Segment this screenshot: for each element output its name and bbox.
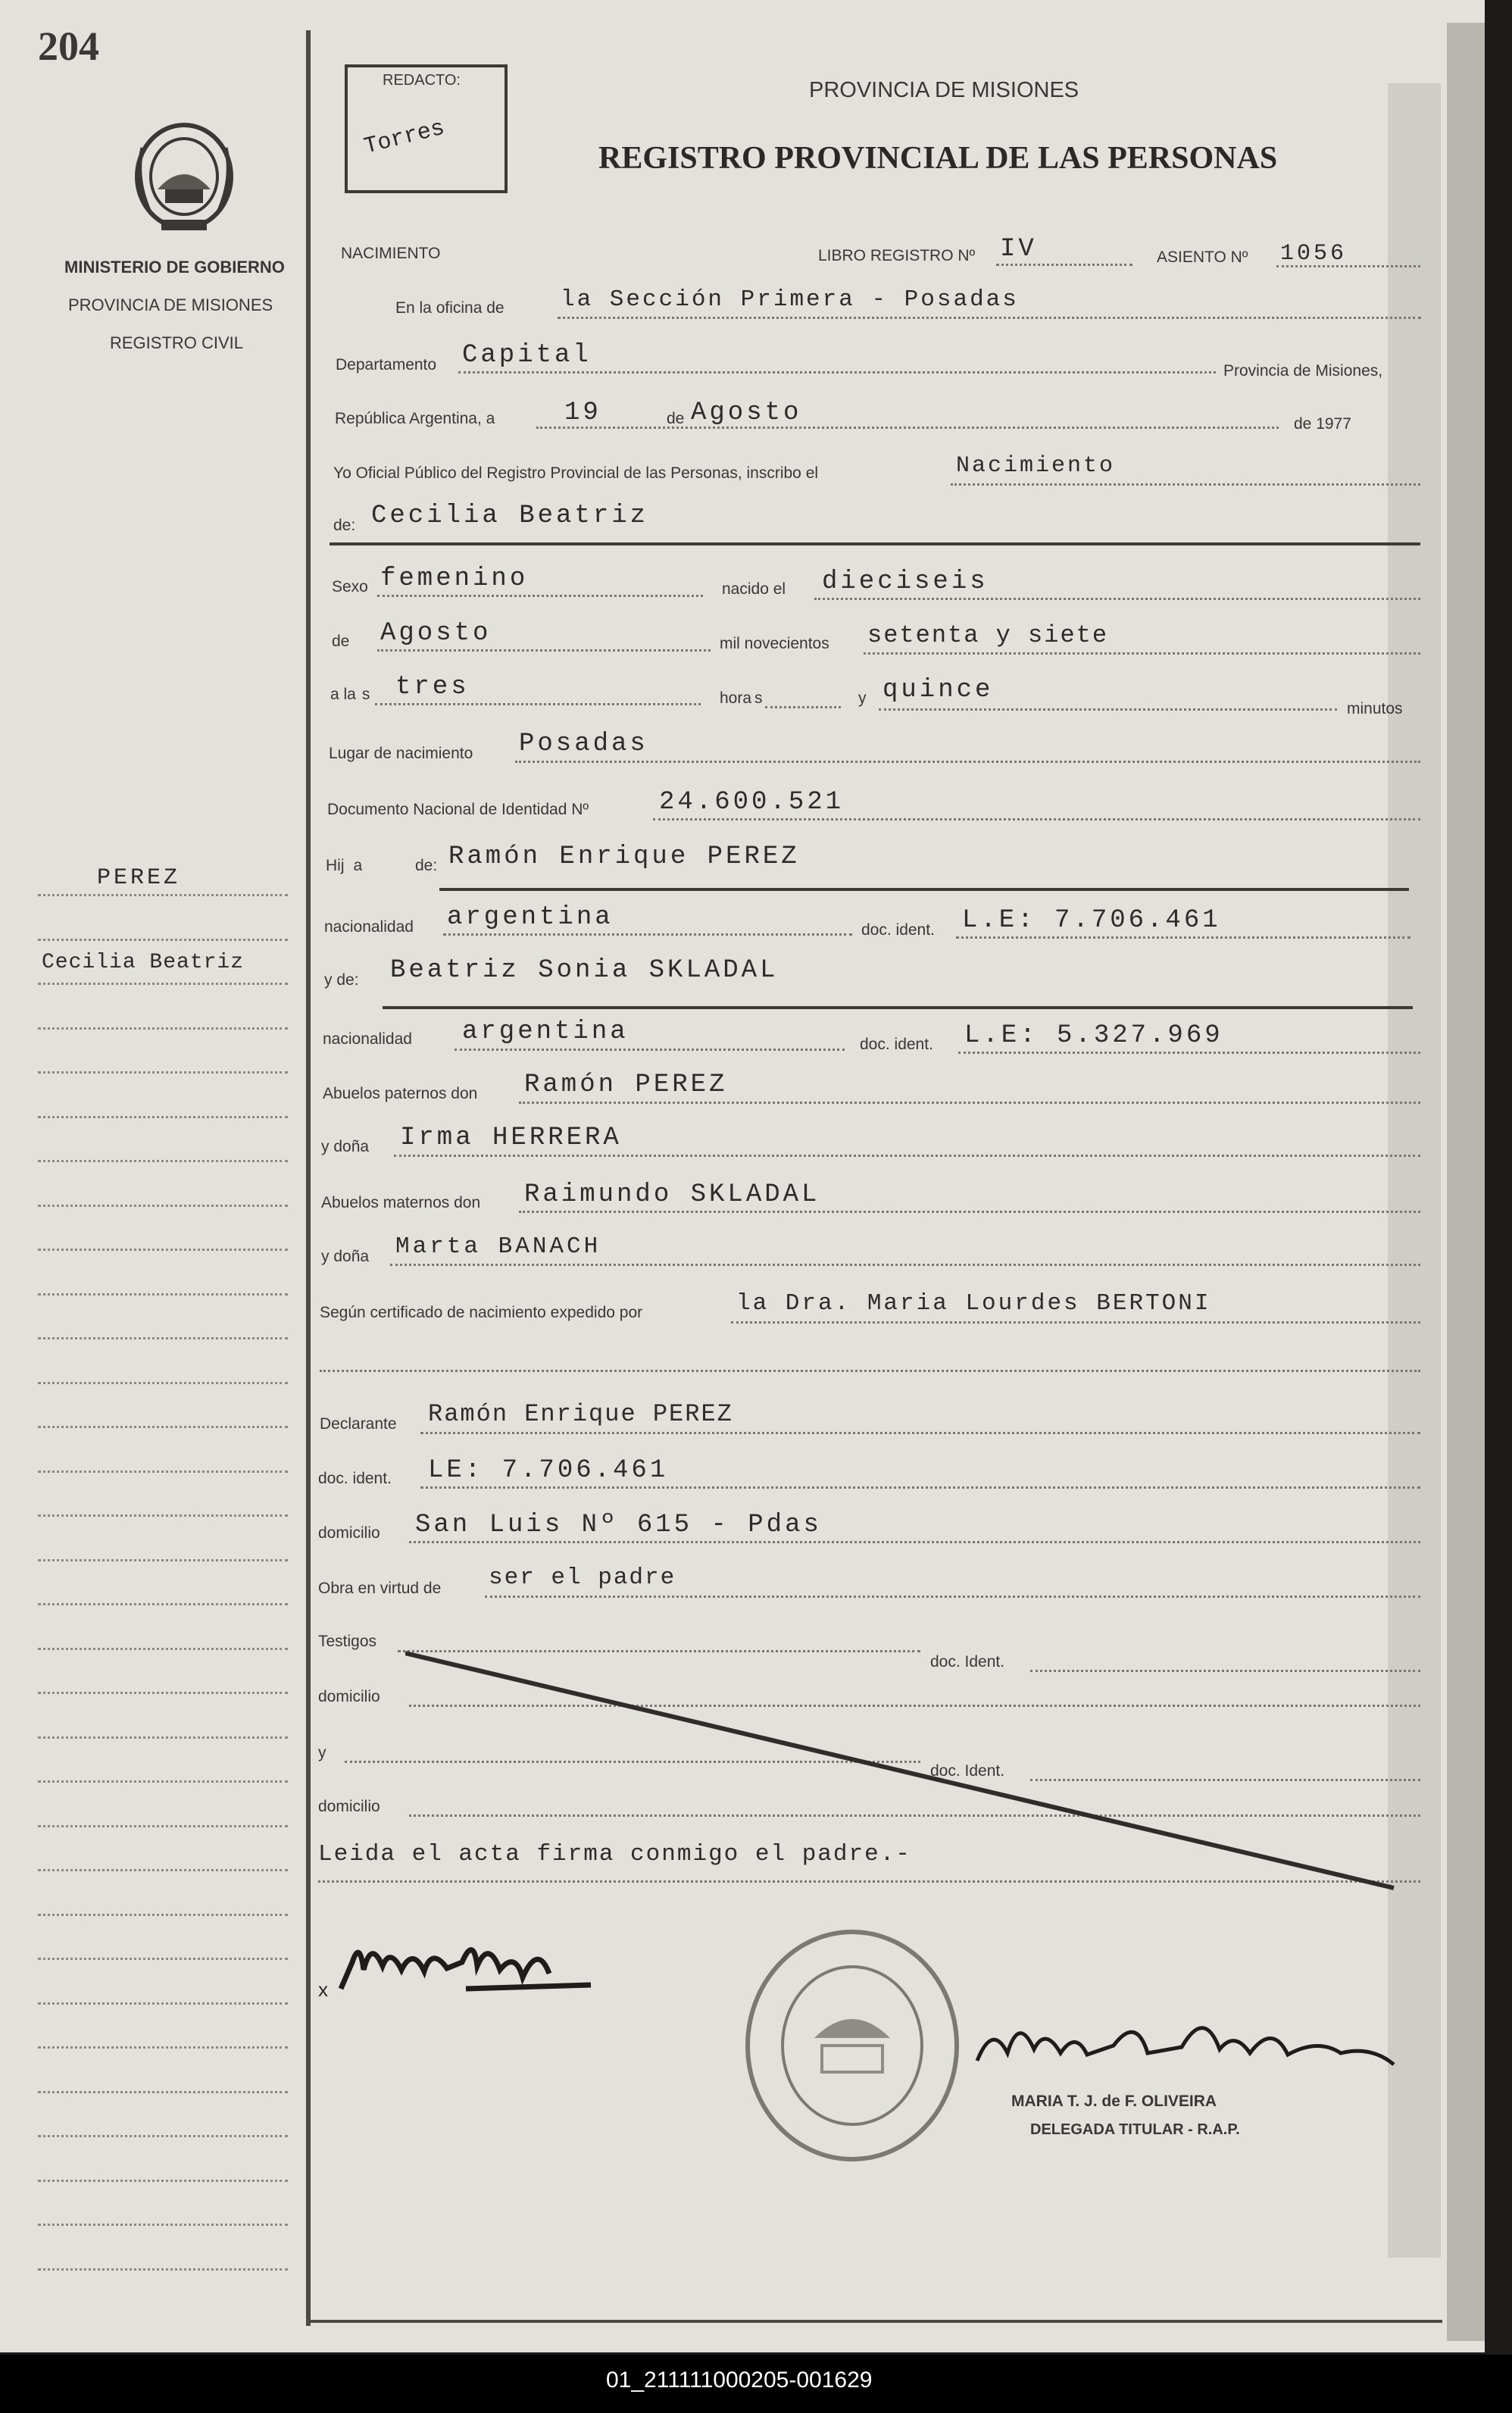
margin-ruling-line	[38, 1559, 288, 1561]
lugar-dots	[515, 761, 1420, 763]
dni-dots	[653, 818, 1420, 820]
margin-ruling-line	[38, 2135, 288, 2137]
nacido-label: nacido el	[722, 580, 786, 598]
dia-dots	[814, 598, 1420, 600]
abuela-mat-dots	[390, 1264, 1420, 1266]
padre-doc: L.E: 7.706.461	[962, 906, 1221, 935]
margin-ruling-line	[38, 1160, 288, 1162]
libro-label: LIBRO REGISTRO Nº	[818, 247, 976, 264]
declarant-signature	[318, 1917, 598, 2000]
redacto-value: Torres	[361, 115, 448, 161]
dni-label: Documento Nacional de Identidad Nº	[327, 801, 589, 818]
ministry-registry: REGISTRO CIVIL	[110, 333, 244, 352]
margin-ruling-line	[38, 1869, 288, 1871]
margin-ruling-line	[38, 2268, 288, 2271]
libro-value: IV	[1000, 235, 1037, 264]
abuelos-pat-label: Abuelos paternos don	[323, 1085, 478, 1102]
decl-doc-label: doc. ident.	[318, 1470, 392, 1487]
padre-nacionalidad-label: nacionalidad	[324, 918, 414, 936]
obra-dots	[485, 1596, 1420, 1598]
padre-nacionalidad: argentina	[447, 903, 614, 932]
hij-label: Hij	[326, 857, 345, 874]
abuelo-mat-dots	[519, 1211, 1420, 1213]
certificado-dots-2	[320, 1370, 1420, 1372]
yde-label: y de:	[324, 971, 359, 989]
departamento-dots	[458, 371, 1216, 374]
abuelo-pat-dots	[519, 1102, 1420, 1104]
acto-value: Nacimiento	[956, 453, 1116, 479]
horas-label: hora	[720, 689, 752, 707]
asiento-dots	[1276, 265, 1420, 267]
de-label: de	[667, 410, 685, 427]
provincia-label: Provincia de Misiones,	[1223, 362, 1383, 380]
bottom-border-line	[306, 2320, 1442, 2323]
minutos-value: quince	[883, 676, 994, 705]
domicilio-dots	[409, 1541, 1420, 1543]
margin-ruling-line	[38, 1825, 288, 1827]
abuela-pat: Irma HERRERA	[400, 1124, 622, 1152]
sexo-label: Sexo	[332, 578, 368, 595]
signer-name: MARIA T. J. de F. OLIVEIRA	[1011, 2093, 1217, 2110]
ministry-province: PROVINCIA DE MISIONES	[68, 295, 273, 314]
margin-ruling-line	[38, 1958, 288, 1960]
lugar-label: Lugar de nacimiento	[329, 745, 473, 762]
margin-ruling-line	[38, 1027, 288, 1030]
footer-caption: 01_211111000205-001629	[606, 2368, 873, 2393]
decl-doc-dots	[420, 1486, 1420, 1489]
madre-nacionalidad: argentina	[462, 1017, 629, 1046]
margin-ruling-line	[38, 1471, 288, 1473]
margin-ruling-line	[38, 1116, 288, 1118]
libro-dots	[996, 264, 1132, 266]
y-label: y	[858, 689, 867, 707]
oficial-label: Yo Oficial Público del Registro Provincial de las Personas, inscribo el	[333, 464, 819, 482]
obra-value: ser el padre	[489, 1564, 676, 1591]
certificado-label: Según certificado de nacimiento expedido por	[320, 1304, 643, 1321]
madre-nac-dots	[455, 1049, 845, 1051]
padre-nac-dots	[443, 933, 852, 936]
margin-ruling-line	[38, 894, 288, 896]
province-heading: PROVINCIA DE MISIONES	[809, 78, 1079, 102]
ydona-pat-label: y doña	[321, 1138, 370, 1155]
margin-ruling-line	[38, 1205, 288, 1207]
hora-value: tres	[395, 673, 470, 702]
margin-ruling-line	[38, 1603, 288, 1605]
official-signature	[962, 2000, 1401, 2091]
abuela-mat: Marta BANACH	[395, 1233, 601, 1260]
mes-letras: Agosto	[380, 619, 492, 648]
margin-column-divider	[306, 30, 311, 2326]
mes-dots	[377, 649, 711, 652]
certificado-dots	[731, 1321, 1420, 1324]
margin-ruling-line	[38, 1648, 288, 1650]
margin-ruling-line	[38, 1692, 288, 1694]
hora-dots	[375, 703, 701, 705]
abuelo-mat: Raimundo SKLADAL	[524, 1180, 820, 1209]
registry-stamp-icon	[739, 1924, 966, 2167]
oficina-value: la Sección Primera - Posadas	[561, 286, 1019, 313]
padre-doc-dots	[956, 936, 1410, 939]
madre-value: Beatriz Sonia SKLADAL	[390, 956, 779, 985]
padre-docident-label: doc. ident.	[861, 921, 935, 939]
departamento-value: Capital	[462, 341, 592, 370]
testigo1-docident-label: doc. Ident.	[930, 1653, 1005, 1671]
hij-suffix: a	[353, 857, 363, 874]
nombre-value: Cecilia Beatriz	[371, 502, 649, 530]
domicilio3-label: domicilio	[318, 1798, 380, 1815]
y2-label: y	[318, 1744, 326, 1761]
anio-letras: setenta y siete	[867, 621, 1109, 649]
madre-doc: L.E: 5.327.969	[964, 1021, 1223, 1050]
republica-label: República Argentina, a	[335, 410, 495, 427]
asiento-label: ASIENTO Nº	[1157, 248, 1248, 266]
oficina-label: En la oficina de	[395, 299, 505, 317]
margin-ruling-line	[38, 1249, 288, 1251]
departamento-label: Departamento	[336, 356, 437, 374]
fecha-dots	[536, 427, 1279, 429]
margin-ruling-line	[38, 939, 288, 941]
dni-value: 24.600.521	[659, 788, 845, 817]
nombre-underline	[330, 542, 1420, 545]
year-label: de 1977	[1294, 415, 1351, 433]
madre-doc-dots	[958, 1052, 1420, 1054]
testigo2-docident-label: doc. Ident.	[930, 1762, 1005, 1780]
margin-ruling-line	[38, 1071, 288, 1074]
alas-label: a la	[330, 686, 356, 703]
padre-underline	[439, 888, 1409, 891]
act-type-label: NACIMIENTO	[341, 245, 441, 262]
abuela-pat-dots	[394, 1155, 1420, 1157]
horas-dots	[765, 706, 841, 708]
margin-ruling-line	[38, 1426, 288, 1428]
margin-note-given-names: Cecilia Beatriz	[42, 951, 245, 974]
abuelo-pat: Ramón PEREZ	[524, 1071, 728, 1099]
registry-heading: REGISTRO PROVINCIAL DE LAS PERSONAS	[598, 141, 1278, 176]
testigos-label: Testigos	[318, 1633, 377, 1650]
declarante-label: Declarante	[320, 1415, 397, 1433]
de-colon-label: de:	[333, 517, 356, 534]
obra-label: Obra en virtud de	[318, 1580, 442, 1597]
margin-ruling-line	[38, 2224, 288, 2226]
madre-docident-label: doc. ident.	[860, 1036, 933, 1053]
margin-ruling-line	[38, 1382, 288, 1384]
leida-value: Leida el acta firma conmigo el padre.-	[318, 1841, 911, 1868]
mil-label: mil novecientos	[720, 635, 829, 652]
signer-title: DELEGADA TITULAR - R.A.P.	[1030, 2121, 1240, 2138]
certificado-value: la Dra. Maria Lourdes BERTONI	[736, 1290, 1211, 1317]
svg-text:x: x	[318, 1978, 328, 2000]
ydona-mat-label: y doña	[321, 1248, 370, 1265]
padre-value: Ramón Enrique PEREZ	[448, 842, 800, 871]
anio-dots	[864, 652, 1420, 655]
margin-ruling-line	[38, 1780, 288, 1783]
margin-ruling-line	[38, 2091, 288, 2093]
lugar-value: Posadas	[519, 730, 648, 758]
madre-nacionalidad-label: nacionalidad	[323, 1030, 412, 1048]
paper-overlay-strip	[1388, 83, 1441, 2258]
de-mes-label: de	[332, 633, 350, 650]
abuelos-mat-label: Abuelos maternos don	[321, 1194, 481, 1211]
margin-ruling-line	[38, 1293, 288, 1296]
fecha-dia: 19	[564, 399, 601, 427]
domicilio-label: domicilio	[318, 1524, 380, 1542]
oficina-dots	[558, 317, 1421, 319]
declarante-value: Ramón Enrique PEREZ	[428, 1400, 733, 1428]
sexo-value: femenino	[380, 564, 529, 593]
domicilio2-label: domicilio	[318, 1688, 380, 1705]
declarante-dots	[420, 1432, 1420, 1434]
redacto-label: REDACTO:	[383, 72, 461, 89]
margin-note-surname: PEREZ	[97, 865, 181, 891]
folio-number: 204	[38, 23, 99, 69]
margin-ruling-line	[38, 1914, 288, 1916]
margin-ruling-line	[38, 2180, 288, 2182]
margin-ruling-line	[38, 2046, 288, 2049]
margin-ruling-line	[38, 2002, 288, 2005]
domicilio-value: San Luis Nº 615 - Pdas	[415, 1511, 822, 1539]
margin-ruling-line	[38, 983, 288, 985]
madre-underline	[383, 1006, 1413, 1009]
alas-suffix: s	[361, 686, 370, 703]
margin-ruling-line	[38, 1736, 288, 1739]
horas-suffix: s	[754, 689, 763, 707]
dia-letras: dieciseis	[822, 567, 989, 596]
minutos-label: minutos	[1347, 700, 1403, 717]
decl-doc-value: LE: 7.706.461	[428, 1456, 669, 1485]
asiento-value: 1056	[1280, 241, 1348, 267]
margin-ruling-line	[38, 1514, 288, 1517]
sexo-dots	[377, 595, 703, 597]
ministry-title: MINISTERIO DE GOBIERNO	[64, 258, 285, 277]
fecha-mes: Agosto	[691, 399, 802, 427]
provincial-seal-icon	[127, 117, 241, 239]
minutos-dots	[879, 708, 1337, 711]
void-diagonal-line	[405, 1644, 1405, 1894]
de2-label: de:	[415, 857, 438, 874]
scan-edge	[1447, 23, 1485, 2341]
margin-ruling-line	[38, 1337, 288, 1339]
acto-dots	[951, 483, 1420, 486]
